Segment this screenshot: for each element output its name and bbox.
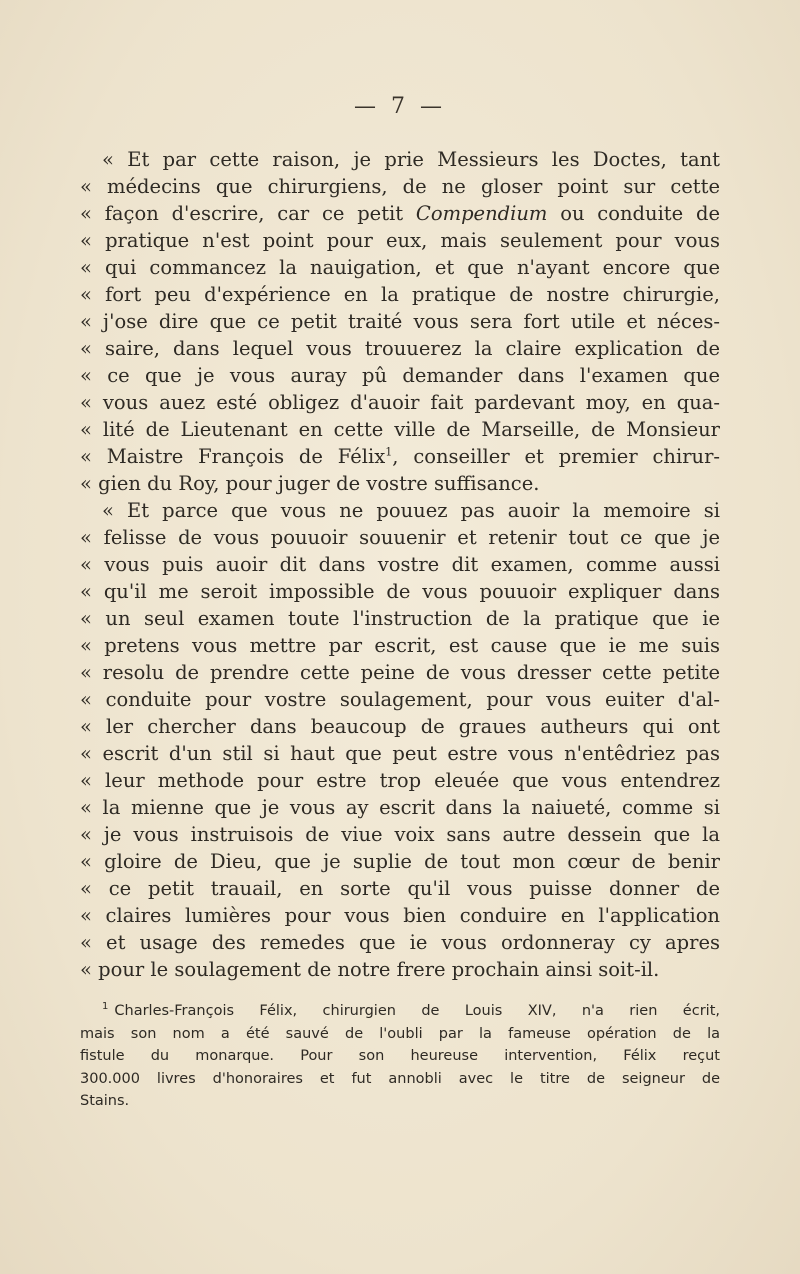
text-line: « saire, dans lequel vous trouuerez la claire explication de [80, 337, 720, 360]
text-line: « médecins que chirurgiens, de ne gloser point sur cette [80, 175, 720, 198]
text-line: « pretens vous mettre par escrit, est cause que ie me suis [80, 634, 720, 657]
footnote-line: mais son nom a été sauvé de l'oubli par la fameuse opération de la [80, 1025, 720, 1042]
footnote-line: 300.000 livres d'honoraires et fut annobli avec le titre de seigneur de [80, 1070, 720, 1087]
text-line: « qu'il me seroit impossible de vous pouuoir expliquer dans [80, 580, 720, 603]
footnote-line: Stains. [80, 1093, 130, 1109]
text-line: « Et parce que vous ne pouuez pas auoir la memoire si [102, 499, 720, 522]
page-number: — 7 — [354, 94, 446, 119]
text-line: « lité de Lieutenant en cette ville de Marseille, de Monsieur [80, 418, 720, 441]
text-line: « ce que je vous auray pû demander dans l'examen que [80, 364, 720, 387]
text-line: « et usage des remedes que ie vous ordonneray cy apres [80, 931, 720, 954]
text-line: « pratique n'est point pour eux, mais seulement pour vous [80, 229, 720, 252]
text-line: « qui commancez la nauigation, et que n'ayant encore que [80, 256, 720, 279]
text-line: « gloire de Dieu, que je suplie de tout mon cœur de benir [80, 850, 720, 873]
text-line: « je vous instruisois de viue voix sans autre dessein que la [80, 823, 720, 846]
text-line: « leur methode pour estre trop eleuée que vous entendrez [80, 769, 720, 792]
text-line: « conduite pour vostre soulagement, pour vous euiter d'al- [80, 688, 720, 711]
text-line: « vous puis auoir dit dans vostre dit examen, comme aussi [80, 553, 720, 576]
text-line: « pour le soulagement de notre frere prochain ainsi soit-il. [80, 958, 660, 981]
text-line: « felisse de vous pouuoir souuenir et retenir tout ce que je [80, 526, 720, 549]
text-line: « un seul examen toute l'instruction de la pratique que ie [80, 607, 720, 630]
footnote-ref: 1 [385, 445, 393, 459]
text-line: « la mienne que je vous ay escrit dans la naiueté, comme si [80, 796, 720, 819]
text-line: « escrit d'un stil si haut que peut estre vous n'entêdriez pas [80, 742, 720, 765]
footnote-line: $^1$ Charles-François Félix, chirurgien de Louis XIV, n'a rien écrit, [102, 1001, 720, 1019]
text-line: « claires lumières pour vous bien conduire en l'application [80, 904, 720, 927]
text-line: « Et par cette raison, je prie Messieurs les Doctes, tant [102, 148, 720, 171]
italic-term: Compendium [415, 202, 548, 225]
body-text [80, 146, 720, 983]
text-line: « façon d'escrire, car ce petit Compendium ou conduite de [80, 202, 720, 225]
text-line: « j'ose dire que ce petit traité vous sera fort utile et néces- [80, 310, 720, 333]
text-line: « ler chercher dans beaucoup de graues autheurs qui ont [80, 715, 720, 738]
text-line: « vous auez esté obligez d'auoir fait pardevant moy, en qua- [80, 391, 720, 414]
text-line: « Maistre François de Félix$^1$, conseiller et premier chirur- [80, 445, 720, 468]
text-line: « gien du Roy, pour juger de vostre suffisance. [80, 472, 540, 495]
text-line: « ce petit trauail, en sorte qu'il vous puisse donner de [80, 877, 720, 900]
text-line: « fort peu d'expérience en la pratique de nostre chirurgie, [80, 283, 720, 306]
footnote [80, 1000, 720, 1113]
text-line: « resolu de prendre cette peine de vous dresser cette petite [80, 661, 720, 684]
footnote-marker: 1 [102, 1001, 109, 1013]
footnote-line: fistule du monarque. Pour son heureuse intervention, Félix reçut [80, 1048, 720, 1064]
